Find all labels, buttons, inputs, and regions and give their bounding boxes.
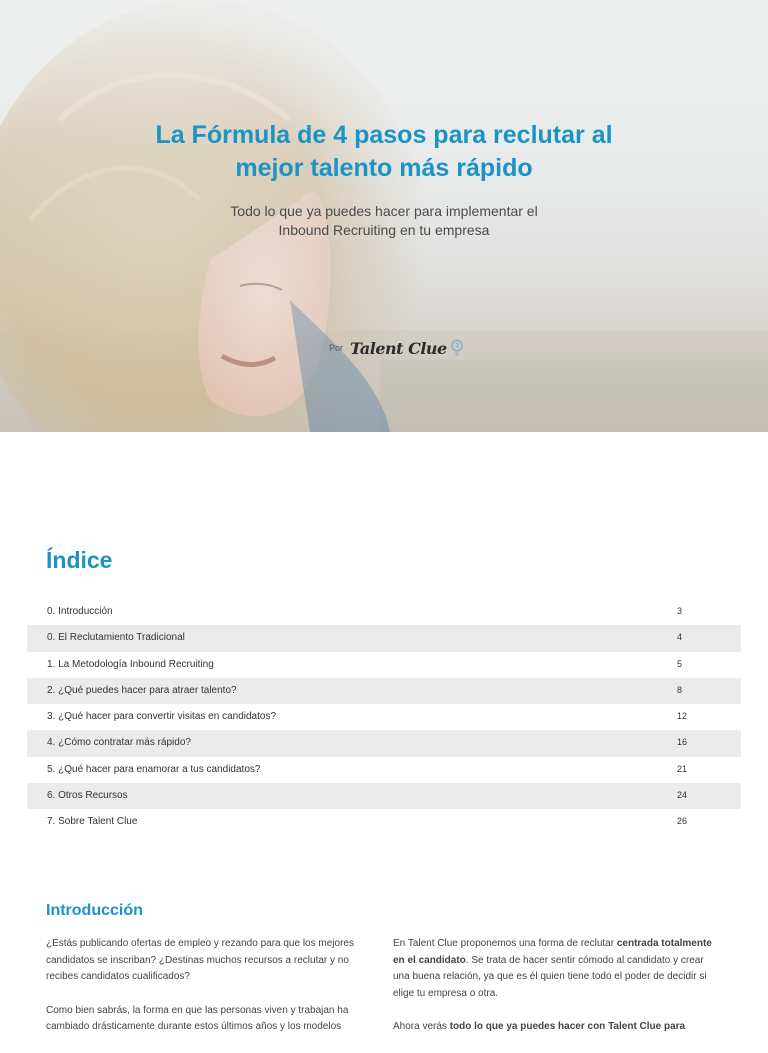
toc-row-title: 5. ¿Qué hacer para enamorar a tus candidatos? (47, 763, 261, 775)
toc-row-title: 1. La Metodología Inbound Recruiting (47, 658, 214, 670)
report-subtitle-line-1: Todo lo que ya puedes hacer para implementar el (230, 203, 538, 219)
intro-paragraph (393, 936, 713, 1002)
intro-right-column (393, 936, 713, 1053)
toc-row-title: 0. Introducción (47, 606, 113, 617)
lightbulb-icon (450, 339, 464, 357)
toc-row[interactable] (27, 757, 741, 783)
intro-emphasis: todo lo que ya puedes hacer con Talent Clue para (449, 1021, 686, 1032)
intro-paragraph (393, 1019, 713, 1036)
report-subtitle-line-2: Inbound Recruiting en tu empresa (278, 222, 490, 238)
intro-paragraph: ¿Estás publicando ofertas de empleo y rezando para que los mejores candidatos se inscriban? ¿Destinas muchos recursos a reclutar y no recibes candidatos cualificados? (46, 938, 354, 982)
toc-row[interactable] (27, 704, 741, 730)
hero-banner (0, 0, 768, 432)
intro-paragraph: Como bien sabrás, la forma en que las personas viven y trabajan ha cambiado drásticamente durante estos últimos años y los modelos (46, 1004, 349, 1032)
toc-row-title: 0. El Reclutamiento Tradicional (47, 632, 185, 644)
toc-row-page: 24 (677, 790, 688, 801)
intro-left-column (46, 936, 366, 1053)
toc-row[interactable] (27, 730, 741, 756)
toc-row[interactable] (27, 809, 741, 835)
toc-row-page: 4 (677, 632, 683, 643)
byline-prefix: Por (329, 343, 344, 353)
toc-row[interactable] (27, 625, 741, 651)
toc-row[interactable] (27, 652, 741, 678)
toc-heading: Índice (46, 547, 113, 573)
toc-row[interactable] (27, 678, 741, 704)
intro-text: . Se trata de hacer sentir cómodo al candidato y crear una buena relación, ya que es él quien tiene todo el poder de decidir si elige tu empresa o otra. (393, 954, 707, 999)
intro-text: En Talent Clue proponemos una forma de reclutar (393, 938, 617, 949)
toc-row-title: 4. ¿Cómo contratar más rápido? (47, 737, 191, 749)
byline (329, 337, 464, 359)
table-of-contents (27, 599, 741, 836)
intro-heading: Introducción (46, 902, 143, 919)
intro-emphasis: centrada totalmente en el candidato (393, 938, 712, 966)
brand-logo-text: Talent Clue (350, 338, 447, 358)
report-subtitle (184, 202, 584, 240)
report-title-line-2: mejor talento más rápido (235, 154, 533, 182)
report-title (134, 119, 634, 185)
toc-row-page: 12 (677, 711, 688, 722)
toc-row-title: 6. Otros Recursos (47, 790, 128, 802)
toc-row-page: 8 (677, 684, 683, 695)
intro-text: Ahora verás (393, 1021, 450, 1032)
toc-row[interactable] (27, 783, 741, 809)
toc-row[interactable] (27, 599, 741, 625)
toc-row-title: 3. ¿Qué hacer para convertir visitas en candidatos? (47, 711, 277, 723)
toc-row-page: 21 (677, 763, 688, 774)
toc-row-title: 2. ¿Qué puedes hacer para atraer talento? (47, 684, 237, 696)
toc-row-page: 5 (677, 658, 683, 669)
toc-row-page: 3 (677, 606, 683, 616)
report-title-line-1: La Fórmula de 4 pasos para reclutar al (155, 121, 613, 149)
toc-row-page: 26 (677, 816, 688, 827)
toc-row-page: 16 (677, 737, 688, 748)
toc-row-title: 7. Sobre Talent Clue (47, 816, 138, 828)
